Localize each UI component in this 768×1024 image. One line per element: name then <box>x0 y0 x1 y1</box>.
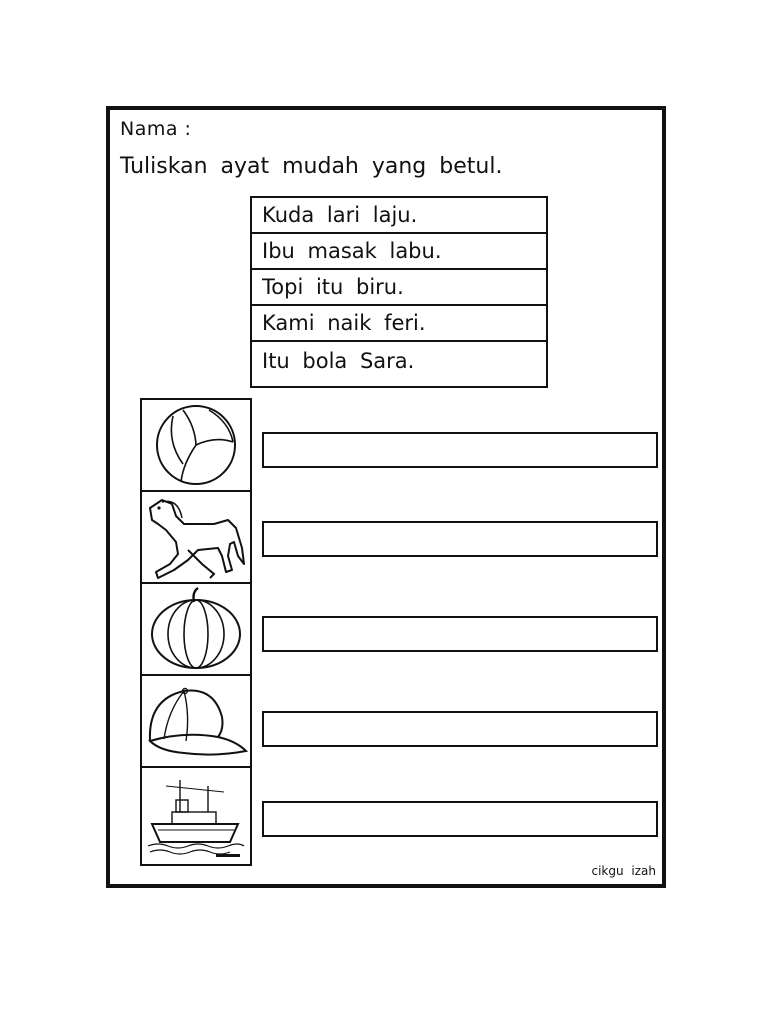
picture-cell-horse <box>142 492 250 584</box>
instruction-text: Tuliskan ayat mudah yang betul. <box>120 154 503 179</box>
horse-icon <box>144 494 248 580</box>
pumpkin-icon <box>148 586 244 672</box>
sentence-item: Kuda lari laju. <box>252 198 546 234</box>
sentence-bank <box>250 196 548 388</box>
name-label: Nama : <box>120 118 192 140</box>
sentence-item: Itu bola Sara. <box>262 349 415 373</box>
ship-icon <box>146 772 246 860</box>
answer-field-5[interactable] <box>262 801 658 837</box>
author-credit: cikgu izah <box>591 864 656 878</box>
sentence-item: Ibu masak labu. <box>252 234 546 270</box>
picture-cell-ship <box>142 768 250 864</box>
picture-cell-cap <box>142 676 250 768</box>
picture-column <box>140 398 252 866</box>
ball-icon <box>153 402 239 488</box>
answer-field-2[interactable] <box>262 521 658 557</box>
answer-field-4[interactable] <box>262 711 658 747</box>
answer-field-1[interactable] <box>262 432 658 468</box>
picture-cell-pumpkin <box>142 584 250 676</box>
picture-cell-ball <box>142 400 250 492</box>
worksheet <box>106 106 666 888</box>
cap-icon <box>144 681 248 761</box>
sentence-item: Topi itu biru. <box>252 270 546 306</box>
sentence-item: Kami naik feri. <box>252 306 546 342</box>
answer-field-3[interactable] <box>262 616 658 652</box>
